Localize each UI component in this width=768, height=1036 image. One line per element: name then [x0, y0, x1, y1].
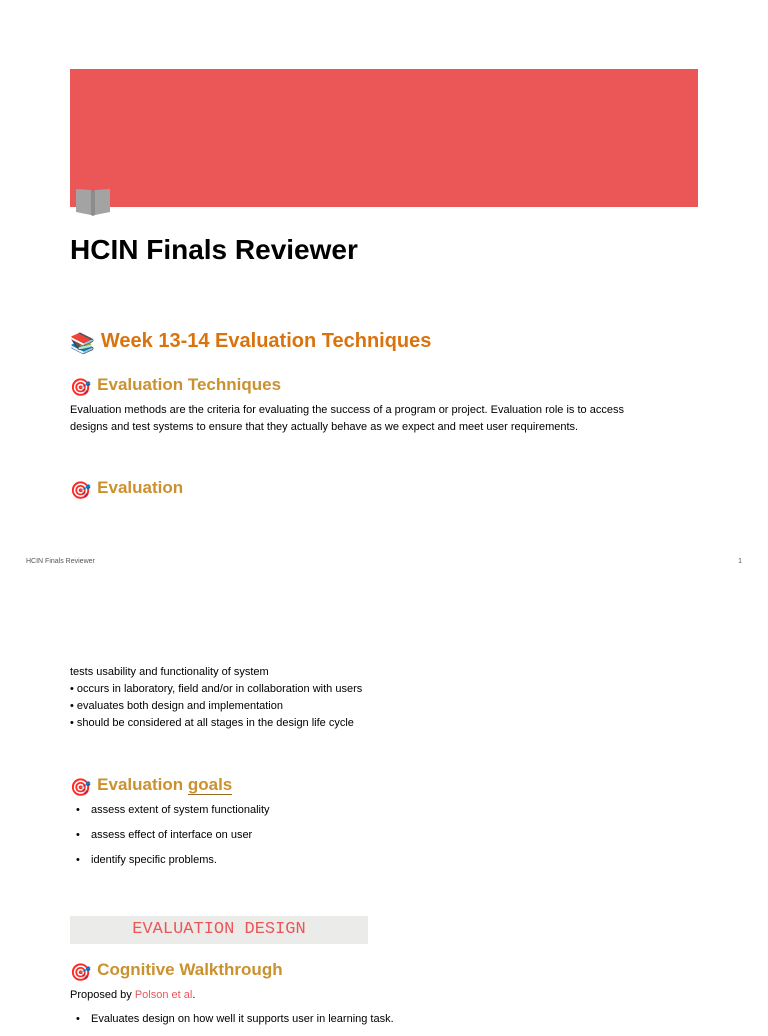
proposed-by	[70, 987, 680, 1004]
target-icon: 🎯	[70, 378, 92, 397]
week-heading	[70, 330, 431, 356]
evaluation-body	[70, 664, 680, 732]
target-icon: 🎯	[70, 778, 92, 797]
body-line: designs and test systems to ensure that they actually behave as we expect and meet user requirements.	[70, 421, 579, 433]
page-title: HCIN Finals Reviewer	[70, 234, 358, 265]
eval-techniques-heading-text: Evaluation Techniques	[97, 375, 282, 394]
week-heading-text: Week 13-14 Evaluation Techniques	[100, 330, 432, 352]
body-line: • should be considered at all stages in the design life cycle	[70, 717, 354, 729]
list-item: • assess effect of interface on user	[70, 827, 270, 852]
evaluation-heading	[70, 478, 183, 501]
body-line: Evaluation methods are the criteria for evaluating the success of a program or project. Evaluation role is to access	[70, 404, 624, 416]
goals-heading-text: Evaluation	[97, 775, 188, 794]
list-item: • Evaluates design on how well it supports user in learning task.	[70, 1011, 394, 1036]
target-icon: 🎯	[70, 481, 92, 500]
page-number: 1	[738, 558, 742, 565]
footer-title: HCIN Finals Reviewer	[26, 558, 95, 565]
books-icon: 📚	[70, 333, 95, 355]
eval-techniques-heading	[70, 375, 281, 398]
cognitive-heading-text: Cognitive Walkthrough	[97, 960, 283, 979]
goals-list	[70, 802, 270, 877]
list-item: • identify specific problems.	[70, 852, 270, 877]
target-icon: 🎯	[70, 963, 92, 982]
cover-banner	[70, 69, 698, 207]
body-line: • evaluates both design and implementation	[70, 700, 283, 712]
proposed-prefix: Proposed by	[70, 989, 135, 1001]
list-item: • assess extent of system functionality	[70, 802, 270, 827]
open-book-icon	[74, 187, 112, 217]
body-line: tests usability and functionality of system	[70, 666, 269, 678]
eval-techniques-body	[70, 402, 680, 436]
goals-heading	[70, 775, 232, 798]
author-name: Polson et al	[134, 989, 193, 1001]
evaluation-heading-text: Evaluation	[97, 478, 184, 497]
evaluation-design-banner: EVALUATION DESIGN	[70, 916, 368, 944]
body-line: • occurs in laboratory, field and/or in collaboration with users	[70, 683, 363, 695]
goals-heading-underlined: goals	[187, 775, 233, 794]
proposed-suffix: .	[192, 989, 196, 1001]
cognitive-heading	[70, 960, 283, 983]
